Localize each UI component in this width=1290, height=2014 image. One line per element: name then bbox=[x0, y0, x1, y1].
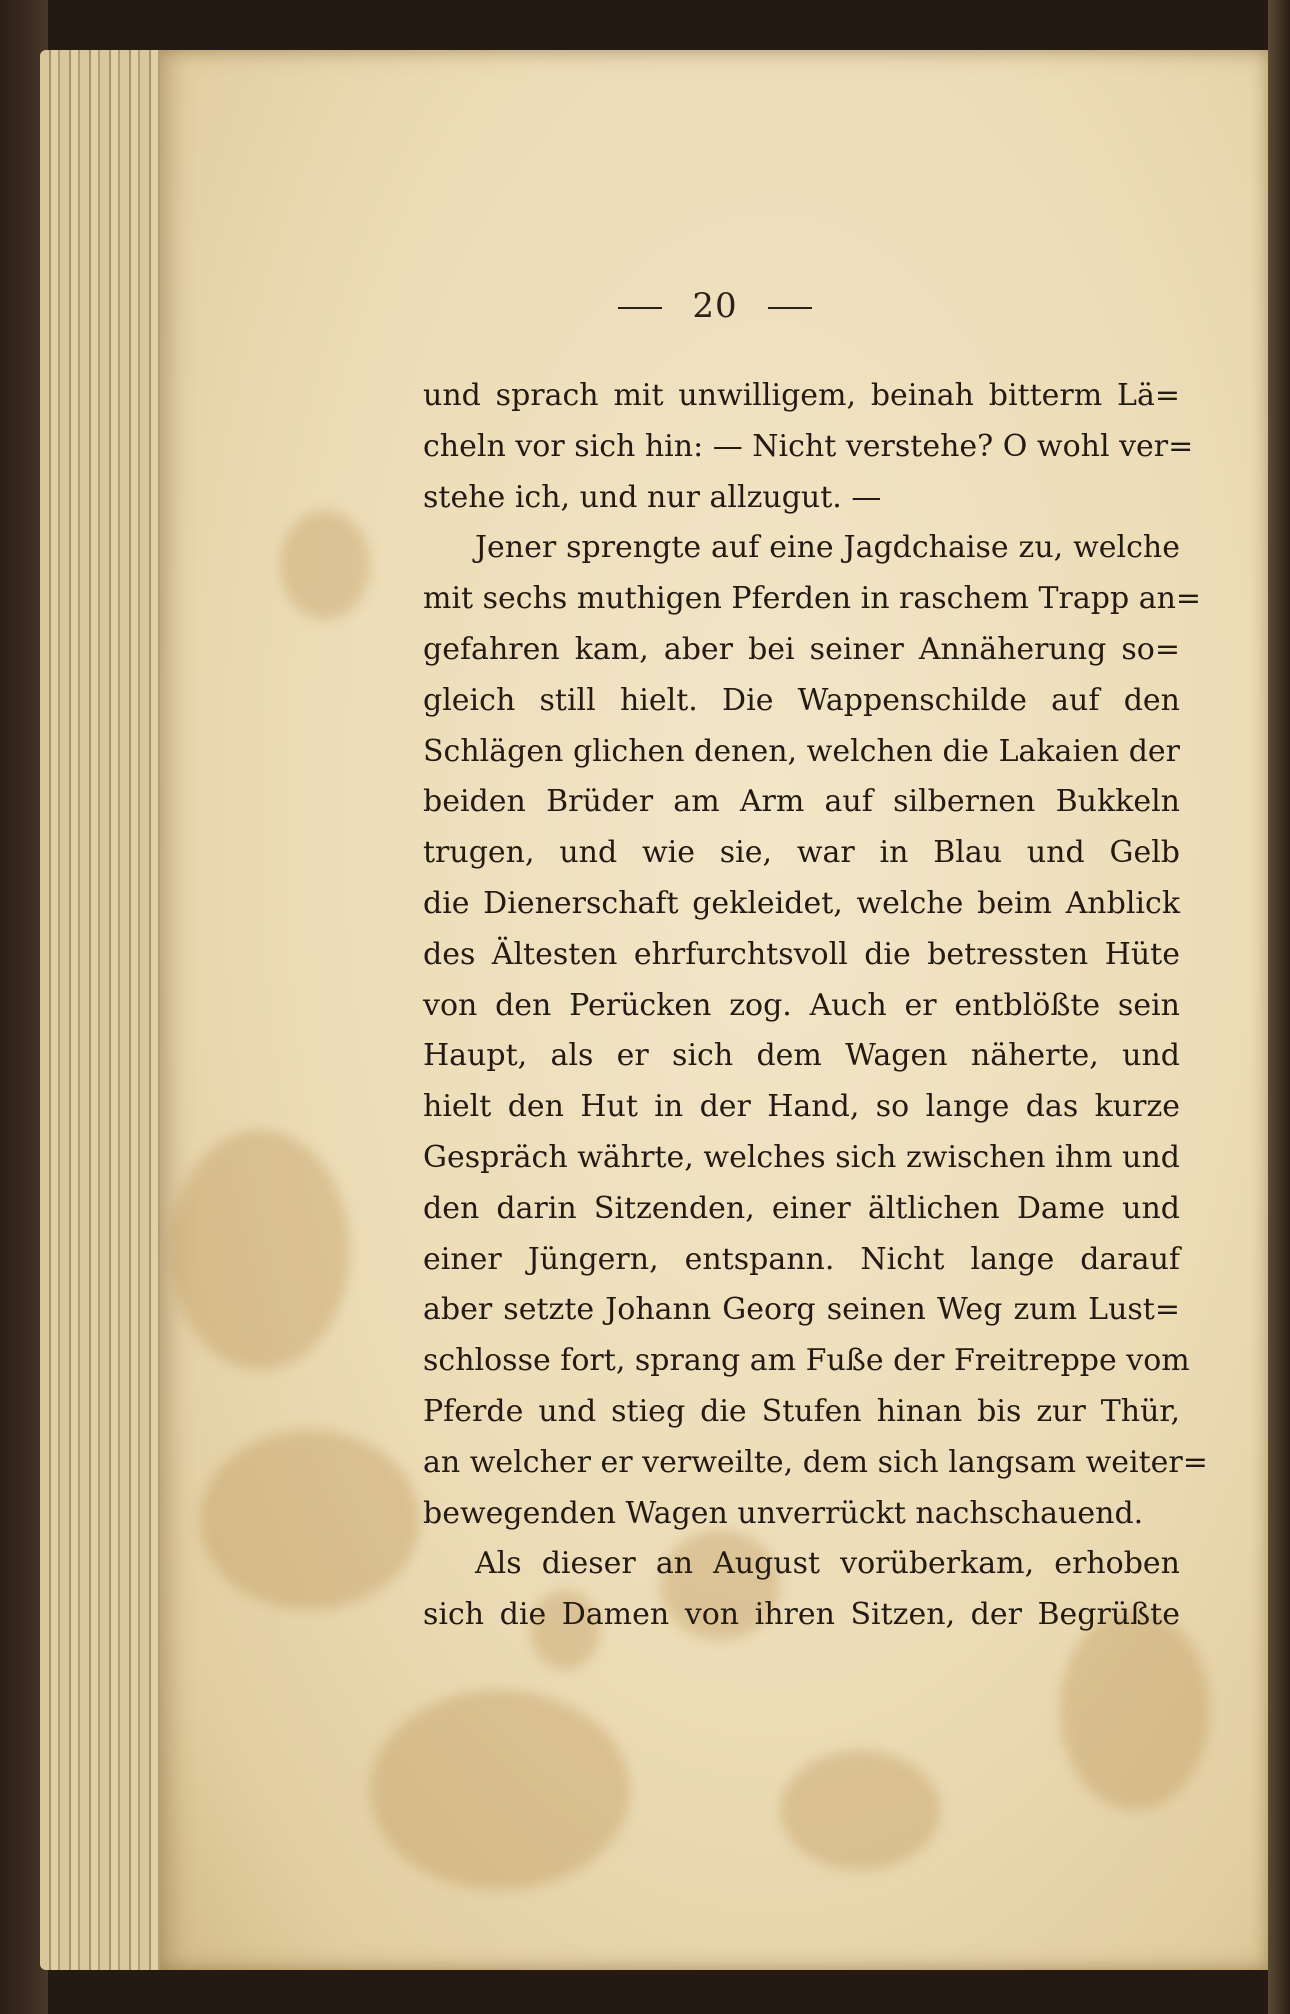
text-line: stehe ich, und nur allzugut. — bbox=[423, 479, 882, 515]
body-text bbox=[423, 371, 1208, 1641]
text-line: sich die Damen von ihren Sitzen, der Begrüßte bbox=[423, 1597, 1180, 1633]
text-line: gleich still hielt. Die Wappenschilde auf den bbox=[423, 682, 1180, 718]
foxing-stain bbox=[780, 1750, 940, 1870]
foxing-stain bbox=[370, 1690, 630, 1890]
text-line: hielt den Hut in der Hand, so lange das kurze bbox=[423, 1089, 1180, 1125]
text-line: beiden Brüder am Arm auf silbernen Bukkeln bbox=[423, 784, 1180, 820]
book-cover-edge-right bbox=[1268, 0, 1290, 2014]
paragraph bbox=[423, 371, 1194, 523]
text-line: Als dieser an August vorüberkam, erhoben bbox=[475, 1546, 1180, 1582]
text-line: den darin Sitzenden, einer ältlichen Dame und bbox=[423, 1190, 1180, 1226]
foxing-stain bbox=[280, 510, 370, 620]
text-line: Gespräch währte, welches sich zwischen ihm und bbox=[423, 1139, 1180, 1175]
text-line: cheln vor sich hin: — Nicht verstehe? O wohl ver= bbox=[423, 428, 1194, 464]
text-line: trugen, und wie sie, war in Blau und Gelb bbox=[423, 835, 1180, 871]
text-line: und sprach mit unwilligem, beinah bitterm Lä= bbox=[423, 378, 1180, 413]
book-page bbox=[160, 50, 1270, 1970]
text-line: bewegenden Wagen unverrückt nachschauend. bbox=[423, 1495, 1144, 1531]
page-number: 20 bbox=[692, 286, 738, 326]
text-line: aber setzte Johann Georg seinen Weg zum Lust= bbox=[423, 1292, 1180, 1328]
text-line: schlosse fort, sprang am Fuße der Freitreppe vom bbox=[423, 1343, 1190, 1379]
text-line: Haupt, als er sich dem Wagen näherte, und bbox=[423, 1038, 1180, 1074]
text-line: Schlägen glichen denen, welchen die Lakaien der bbox=[423, 733, 1180, 769]
text-line: gefahren kam, aber bei seiner Annäherung so= bbox=[423, 631, 1180, 667]
text-line: einer Jüngern, entspann. Nicht lange darauf bbox=[423, 1241, 1180, 1277]
header-dash-right bbox=[768, 307, 812, 309]
text-line: Pferde und stieg die Stufen hinan bis zur Thür, bbox=[423, 1393, 1180, 1429]
paragraph bbox=[423, 1539, 1180, 1641]
text-line: an welcher er verweilte, dem sich langsam weiter= bbox=[423, 1444, 1208, 1480]
text-line: Jener sprengte auf eine Jagdchaise zu, welche bbox=[475, 530, 1180, 566]
page-header bbox=[160, 286, 1270, 326]
foxing-stain bbox=[200, 1430, 420, 1610]
paragraph bbox=[423, 523, 1208, 1539]
text-line: die Dienerschaft gekleidet, welche beim Anblick bbox=[423, 885, 1180, 921]
header-dash-left bbox=[618, 307, 662, 309]
page-stack-edges bbox=[40, 50, 180, 1970]
foxing-stain bbox=[170, 1130, 350, 1370]
text-line: des Ältesten ehrfurchtsvoll die betressten Hüte bbox=[423, 936, 1180, 972]
text-line: mit sechs muthigen Pferden in raschem Trapp an= bbox=[423, 581, 1202, 617]
text-line: von den Perücken zog. Auch er entblößte sein bbox=[423, 987, 1180, 1023]
